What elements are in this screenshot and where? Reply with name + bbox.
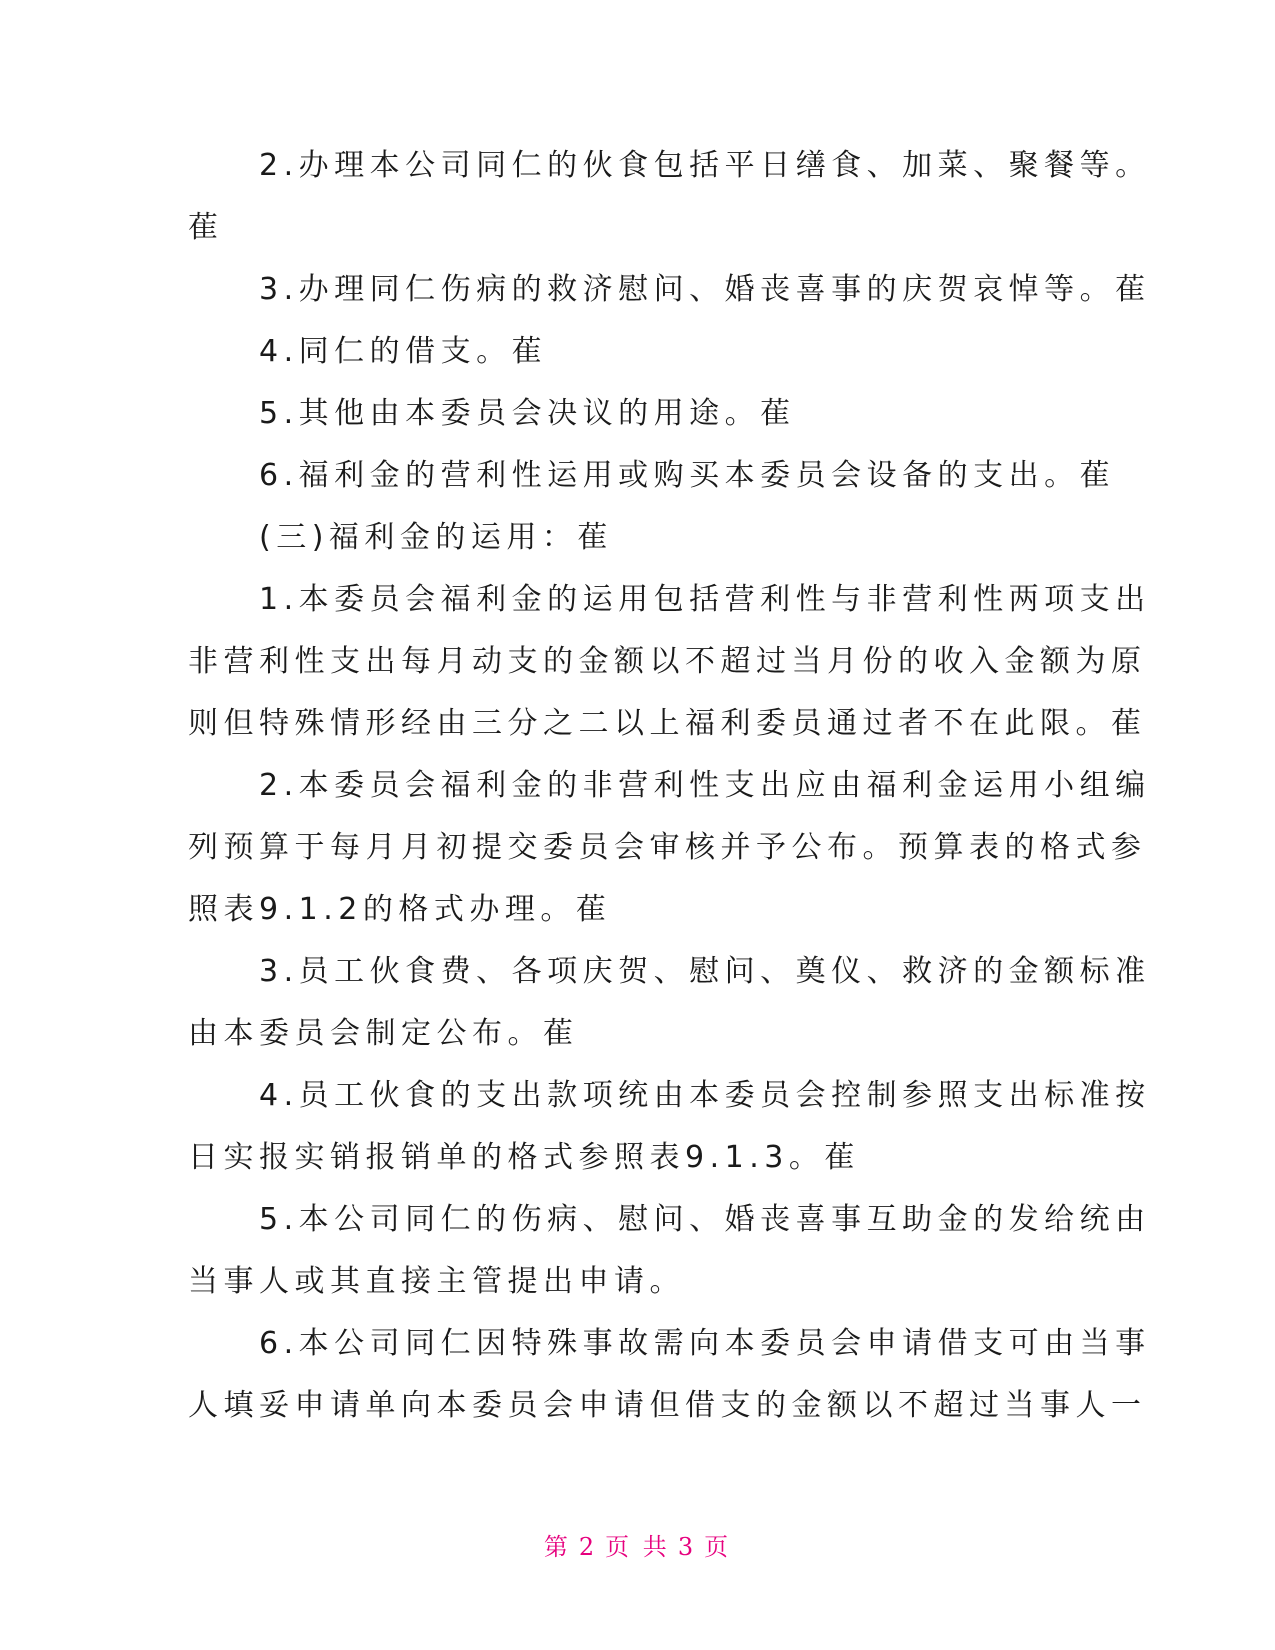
footer-suffix: 页 xyxy=(704,1533,732,1561)
body-line: 照表9.1.2的格式办理。萑 xyxy=(188,892,612,927)
body-line: 日实报实销报销单的格式参照表9.1.3。萑 xyxy=(188,1140,860,1175)
body-line: 非营利性支出每月动支的金额以不超过当月份的收入金额为原 xyxy=(188,644,1147,679)
section-heading: (三)福利金的运用：萑 xyxy=(188,520,613,555)
body-line: 人填妥申请单向本委员会申请但借支的金额以不超过当事人一 xyxy=(188,1388,1147,1423)
body-line: 2.本委员会福利金的非营利性支出应由福利金运用小组编 xyxy=(188,768,1151,803)
footer-total-pages: 3 xyxy=(677,1533,697,1561)
body-line: 6.本公司同仁因特殊事故需向本委员会申请借支可由当事 xyxy=(188,1326,1151,1361)
body-line: 6.福利金的营利性运用或购买本委员会设备的支出。萑 xyxy=(188,458,1116,493)
body-line: 当事人或其直接主管提出申请。 xyxy=(188,1264,685,1299)
body-line: 4.员工伙食的支出款项统由本委员会控制参照支出标准按 xyxy=(188,1078,1151,1113)
body-line: 3.员工伙食费、各项庆贺、慰问、奠仪、救济的金额标准 xyxy=(188,954,1151,989)
body-line: 由本委员会制定公布。萑 xyxy=(188,1016,579,1051)
footer-prefix: 第 xyxy=(543,1533,571,1561)
body-line: 4.同仁的借支。萑 xyxy=(188,334,548,369)
body-line: 2.办理本公司同仁的伙食包括平日缮食、加菜、聚餐等。 xyxy=(188,148,1151,183)
footer-middle: 页 共 xyxy=(605,1533,670,1561)
footer-page-number: 2 xyxy=(578,1533,598,1561)
body-line: 萑 xyxy=(188,210,224,245)
body-line: 3.办理同仁伤病的救济慰问、婚丧喜事的庆贺哀悼等。萑 xyxy=(188,272,1151,307)
body-line: 列预算于每月月初提交委员会审核并予公布。预算表的格式参 xyxy=(188,830,1147,865)
body-line: 1.本委员会福利金的运用包括营利性与非营利性两项支出 xyxy=(188,582,1151,617)
page-footer xyxy=(0,1532,1275,1562)
body-line: 则但特殊情形经由三分之二以上福利委员通过者不在此限。萑 xyxy=(188,706,1147,741)
body-line: 5.其他由本委员会决议的用途。萑 xyxy=(188,396,796,431)
body-line: 5.本公司同仁的伤病、慰问、婚丧喜事互助金的发给统由 xyxy=(188,1202,1151,1237)
